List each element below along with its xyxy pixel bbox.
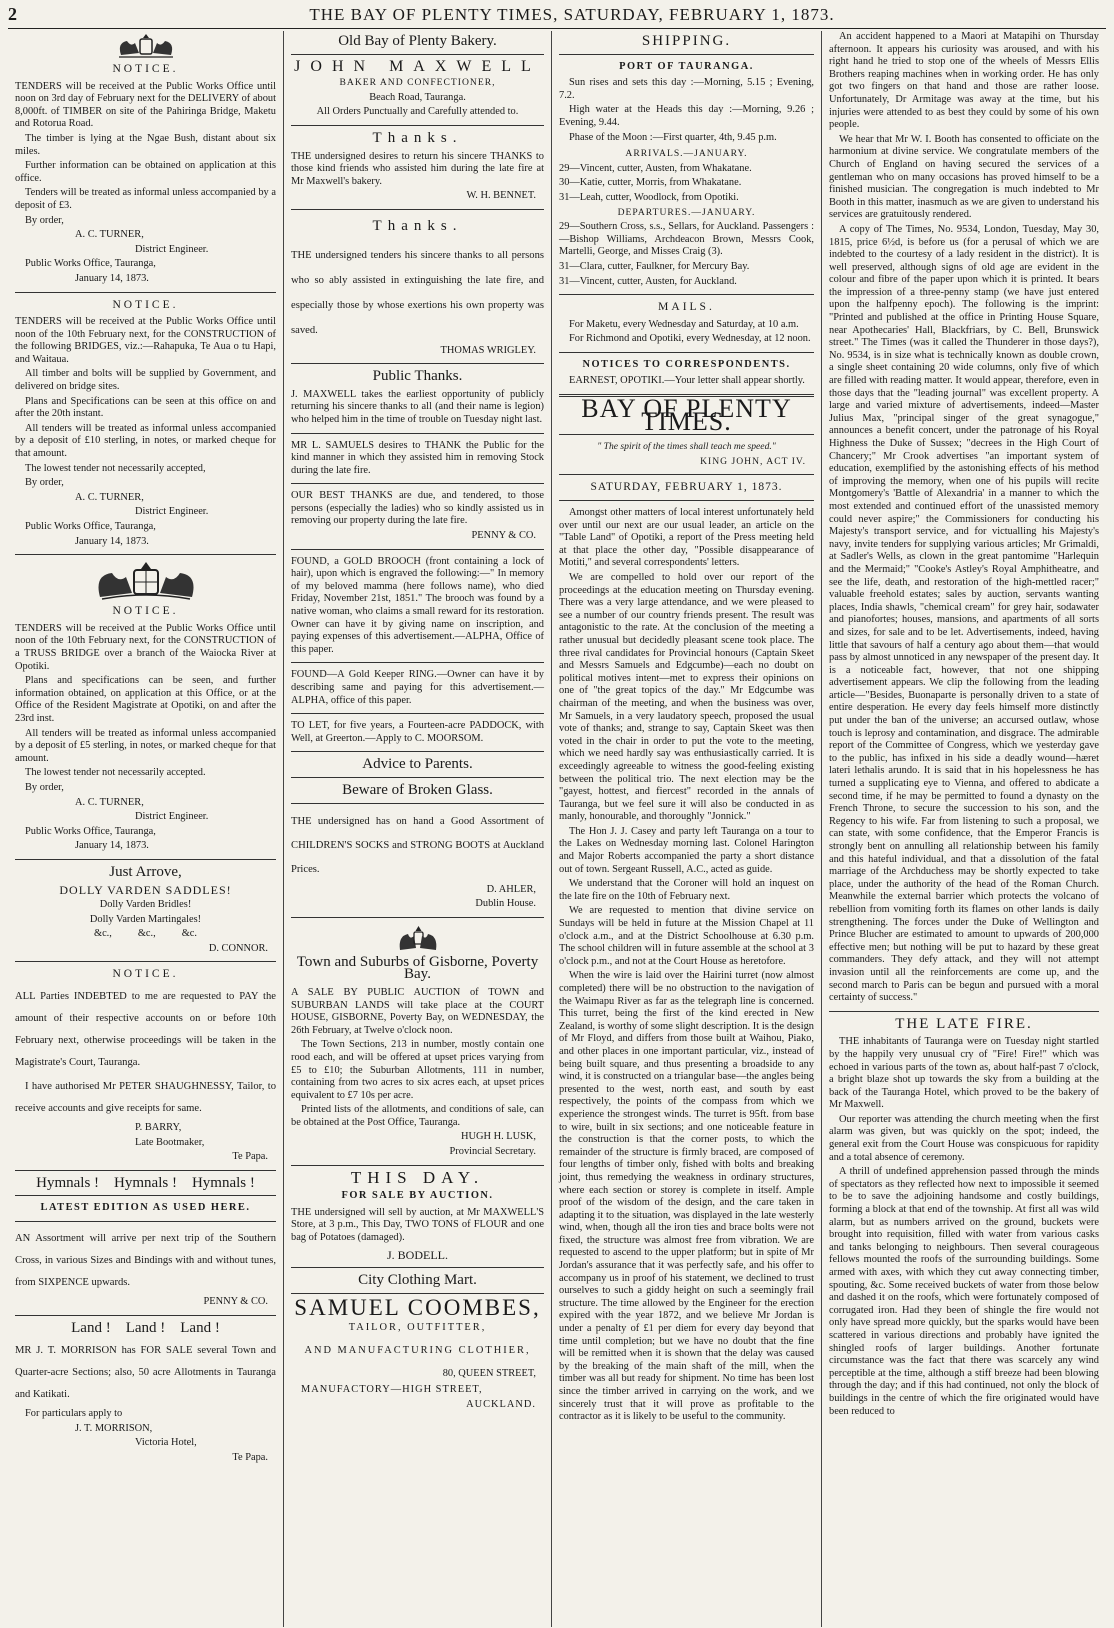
divider xyxy=(559,294,814,295)
ad-address: 80, QUEEN STREET, xyxy=(442,1367,536,1379)
shipping-line: Sun rises and sets this day :—Morning, 5.15 ; Evening, 7.2. xyxy=(559,77,814,101)
notice-signature: A. C. TURNER, xyxy=(75,491,144,503)
ad-paragraph: Printed lists of the allotments, and conditions of sale, can be obtained at the Post Office, Tauranga. xyxy=(291,1104,544,1128)
ad-signature: D. AHLER, xyxy=(486,883,536,895)
divider xyxy=(15,1195,276,1196)
newspaper-name: BAY OF PLENTY TIMES. xyxy=(581,394,792,436)
article-paragraph: Amongst other matters of local interest unfortunately held over until our next are our usual leader, an article on the "Table Land" of Opotiki, a report of the Press meeting held at that place the other day, "Possible disappearance of Motiti," and several correspondents' letters. xyxy=(559,507,814,569)
ad-paragraph: The Town Sections, 213 in number, mostly contain one rood each, and will be offered at upset prices varying from £5 to £10; the Suburban Allotments, 111 in number, containing from two acres to six acres each, at upset prices equivalent to £7 10s per acre. xyxy=(291,1039,544,1101)
ad-heading: Old Bay of Plenty Bakery. xyxy=(338,33,497,49)
mail-line: For Richmond and Opotiki, every Wednesday, at 12 noon. xyxy=(569,333,811,345)
ad-body: OUR BEST THANKS are due, and tendered, to those persons (especially the ladies) who so kindly assisted us in removing our property during the late fire. xyxy=(291,490,544,527)
divider xyxy=(291,549,544,550)
section-heading: SHIPPING. xyxy=(641,33,732,49)
ad-trade: BAKER AND CONFECTIONER, xyxy=(339,77,496,89)
found-ring-ad: FOUND—A Gold Keeper RING.—Owner can have it by describing same and paying for this advertisement.—ALPHA, office of this paper. xyxy=(291,669,544,706)
ad-line: Dolly Varden Martingales! xyxy=(89,913,202,925)
ad-heading: THIS DAY. xyxy=(350,1167,485,1187)
divider xyxy=(291,125,544,126)
section-subheading: PORT OF TAURANGA. xyxy=(619,60,754,72)
ad-place: Dublin House. xyxy=(475,898,536,910)
ad-note: All Orders Punctually and Carefully attended to. xyxy=(316,106,519,118)
ad-heading: Just Arrove, xyxy=(109,863,182,880)
article-paragraph: We are compelled to hold over our report of the proceedings at the education meeting on Thursday evening. There was a very large attendance, and we were pleased to see a number of our country friends present. The result was antagonistic to the rate. At the conclusion of the meeting a rather unusual but decidedly pleasant scene took place. The three rival candidates for Provincial honours (Captain Skeet and Messrs Samuels and Edgcumbe)—each no doubt on political motives intent—met to express their opinions on one of "the great topics of the day." Mr Edgcumbe was chairman of the meeting, and when the business was over, Mr Samuels, in a very laudatory speech, proposed the usual vote of thanks; and, strange to say, Captain Skeet was then voted in the chair in order to put the vote to the meeting, which we need hardly say was enthusiastically carried. It is exceedingly agreeable to witness the good-feeling existing between the political trio. The next election may be the "gayest, hottest, and fiercest" recorded in the annals of Tauranga, but we feel sure it will also be conducted in as manly, honourable, and thoroughly "Jonnick." xyxy=(559,572,814,823)
notice-signature-title: Late Bootmaker, xyxy=(135,1136,205,1148)
column-3 xyxy=(551,31,821,1627)
divider xyxy=(15,292,276,293)
divider xyxy=(291,483,544,484)
divider xyxy=(291,209,544,210)
shipping-entry: 31—Vincent, cutter, Austen, for Auckland. xyxy=(559,275,737,287)
issue-date: SATURDAY, FEBRUARY 1, 1873. xyxy=(590,481,783,494)
notice-paragraph: All tenders will be treated as informal unless accompanied by a deposit of £5 sterling, in notes, or marked cheque for that amount. xyxy=(15,727,276,764)
article-paragraph: We hear that Mr W. I. Booth has consented to officiate on the harmonium at divine service. We congratulate members of the Church of England on having secured the services of a gentleman who on many occasions has proved himself to be a finished musician. The congregation is much indebted to Mr Booth in this matter, inasmuch as we are given to understand his services are gratuitously rendered. xyxy=(829,133,1099,221)
ad-heading: Land ! Land ! Land ! xyxy=(71,1319,220,1336)
ad-subheading: FOR SALE BY AUCTION. xyxy=(341,1190,494,1202)
shipping-entry: 30—Katie, cutter, Morris, from Whakatane. xyxy=(559,177,742,189)
shipping-entry: 31—Clara, cutter, Faulkner, for Mercury Bay. xyxy=(559,260,750,272)
notice-date: January 14, 1873. xyxy=(75,272,149,284)
royal-crest-icon xyxy=(111,33,181,59)
notice-paragraph: Plans and Specifications can be seen at this office on and after the 20th instant. xyxy=(15,395,276,420)
ad-body: A SALE BY PUBLIC AUCTION of TOWN and SUBURBAN LANDS will take place at the COURT HOUSE, GISBORNE, Poverty Bay, on WEDNESDAY, the 26th February, at Twelve o'clock noon. xyxy=(291,986,544,1036)
ad-heading: City Clothing Mart. xyxy=(358,1272,477,1289)
ad-subheading: Beware of Broken Glass. xyxy=(342,781,493,798)
notice-signature-title: District Engineer. xyxy=(135,506,209,518)
masthead xyxy=(8,4,1106,29)
divider xyxy=(559,500,814,501)
section-heading: NOTICES TO CORRESPONDENTS. xyxy=(582,358,791,370)
notice-heading: NOTICE. xyxy=(112,298,179,311)
ad-signature: PENNY & CO. xyxy=(471,530,536,542)
divider xyxy=(829,1011,1099,1012)
article-paragraph: A copy of The Times, No. 9534, London, Tuesday, May 30, 1815, price 6½d, is before us (for a perusal of which we are indebted to the courtesy of a lady resident in the district). It is well preserved, although signs of old age are evident in the colour and fibre of the paper upon which it is printed. It bears the impression of a three-penny stamp (we have just entered upon the halfpenny epoch). The following is the imprint: "Printed and published at the office in Printing House Square, near Apothecaries' Hall, Blackfriars, by C. Bell, Brunswick street." The Times (was it called the Thunderer in those days?), No. 9534, is in size what is technically known as double crown, a single sheet containing 20 wide columns, only five of which are filled with reading matter. It would appear, therefore, even in those days that the "leading journal" was excellent property. A large and varied mixture of advertisements, indeed—Master Julius Max, "principal singer of the great synagogue," announces a benefit concert, under the patronage of his Royal Highness the Duke of Sussex; "decrees in the High Court of Chancery;" Mr Crook advertises "an important system of education, exemplified by the astonishing effects of his method of improving the memory, when one of his pupils will recite Montgomery's 'Battle of Alexandria' in a manner to which the most extended and continued effort of the unassisted memory could never aspire;" the Commissioners for conducting his Majesty's transport service, and for victualling his Majesty's navy, invite tenders for supplying various articles; Mr Grimaldi, at Sadler's Wells, as clown in the great pantomime "Harlequin and the Mermaid;" "Cooke's Astley's Royal Amphitheatre, and see the life, death, and restoration of the high-mettled racer;" valuable freehold estates; sales by auction, servants wanting places, India shawls, "chemical cream" for grey hair, sodawater and pianofortes; houses, mansions, and apartments of all sorts and sizes, for sale and to be let. Advertisements, indeed, having little that savours of half a century ago about them—that would pass by almost unnoticed in any newspaper of the present day. It is a noticeable fact, however, that not one shipping advertisement appears. We clip the following from the leading article—"Besides, Buonaparte is personally driven to a state of entire desperation. He every day feels himself more distinctly put under the ban of the universe; an accursed outlaw, whose touch is leprosy and contamination, and disgrace. The admirable report of the Committee of Congress, which we yesterday gave to the public, has infixed in his side a deadly wound—hæret lateri lethalis arundo. It is said that in his hopelessness he has turned a supplicating eye to Vienna, and offered to abdicate a second time, if he may be permitted to found a dynasty on the French Throne, to secure the succession to his son, and the Regency to his wife. Far from listening to such a proposal, we can state, with some confidence, that the Emperor Francis is strongly bent on annulling all relationship between his family and this hateful individual, and that a dissolution of the fatal marriage of the Archduchess may be shortly expected to take place, under the authority of the head of the Roman Church. Meanwhile the external barrier which protects the volcano of rebellion from vomiting forth its flames on other lands is daily strengthening. The forces under the Duke of Wellington and Prince Blucher are estimated to amount to upwards of 200,000 effective men; but nothing will be put to hazard by these great commanders. They defy attack, and they will not attempt invasion until all the reinforcements are come up, and the second march to Paris can be begun and pursued with a moral certainty of success." xyxy=(829,223,1099,1004)
mail-line: For Maketu, every Wednesday and Saturday, at 10 a.m. xyxy=(569,318,799,330)
page-number: 2 xyxy=(8,4,17,24)
notice-signature-title: District Engineer. xyxy=(135,243,209,255)
ad-name: SAMUEL COOMBES, xyxy=(294,1294,541,1320)
ad-heading: Public Thanks. xyxy=(372,368,463,385)
section-heading: MAILS. xyxy=(658,301,715,314)
divider xyxy=(291,713,544,714)
correspondent-note: EARNEST, OPOTIKI.—Your letter shall appear shortly. xyxy=(569,375,805,387)
notice-by-order: By order, xyxy=(25,214,64,226)
notice-heading: NOTICE. xyxy=(112,605,179,618)
ad-body: THE undersigned has on hand a Good Assortment of CHILDREN'S SOCKS and STRONG BOOTS at Auckland Prices. xyxy=(291,815,544,875)
article-paragraph: We understand that the Coroner will hold an inquest on the late fire on the 10th of February next. xyxy=(559,878,814,902)
divider xyxy=(291,1267,544,1268)
notice-date: January 14, 1873. xyxy=(75,535,149,547)
notice-signature: A. C. TURNER, xyxy=(75,229,144,241)
column-4 xyxy=(821,31,1106,1627)
divider xyxy=(559,352,814,353)
divider xyxy=(15,859,276,860)
divider xyxy=(291,433,544,434)
notice-signature: P. BARRY, xyxy=(135,1122,182,1134)
shipping-entry: 29—Southern Cross, s.s., Sellars, for Auckland. Passengers :—Bishop Williams, Archdeacon Brown, Messrs Cook, Martelli, George, and Misses Craig (3). xyxy=(559,221,814,258)
ad-signature: THOMAS WRIGLEY. xyxy=(440,344,536,356)
ad-line: Dolly Varden Bridles! xyxy=(99,899,192,911)
divider xyxy=(15,554,276,555)
divider xyxy=(291,751,544,752)
notice-paragraph: The lowest tender not necessarily accepted. xyxy=(25,767,206,779)
ad-address: Beach Road, Tauranga. xyxy=(369,91,466,103)
ad-line: &c., &c., &c. xyxy=(93,928,198,940)
newspaper-motto: " The spirit of the times shall teach me speed." xyxy=(597,441,776,453)
column-1 xyxy=(8,31,283,1627)
divider xyxy=(15,1170,276,1171)
article-heading: THE LATE FIRE. xyxy=(895,1015,1033,1032)
shipping-entry: 31—Leah, cutter, Woodlock, from Opotiki. xyxy=(559,191,739,203)
divider xyxy=(291,1293,544,1294)
ad-hotel: Victoria Hotel, xyxy=(135,1437,197,1449)
divider xyxy=(291,662,544,663)
notice-paragraph: I have authorised Mr PETER SHAUGHNESSY, Tailor, to receive accounts and give receipts for same. xyxy=(15,1081,276,1115)
royal-crest-icon xyxy=(86,561,206,601)
ad-body: THE undersigned desires to return his sincere THANKS to those kind friends who assisted him during the late fire at Mr Maxwell's bakery. xyxy=(291,150,544,187)
ad-place: Te Papa. xyxy=(232,1451,268,1463)
ad-heading: Thanks. xyxy=(372,217,463,234)
notice-paragraph: Further information can be obtained on application at this office. xyxy=(15,160,276,184)
ad-signature: J. T. MORRISON, xyxy=(75,1422,153,1434)
notice-signature: A. C. TURNER, xyxy=(75,796,144,808)
notice-office: Public Works Office, Tauranga, xyxy=(25,258,156,270)
ad-subheading: LATEST EDITION AS USED HERE. xyxy=(40,1202,251,1214)
divider xyxy=(291,777,544,778)
ad-signature: D. CONNOR. xyxy=(208,942,268,954)
notice-office: Public Works Office, Tauranga, xyxy=(25,825,156,837)
found-brooch-ad: FOUND, a GOLD BROOCH (front containing a lock of hair), upon which is engraved the following:—" In memory of my beloved mamma (here follows name), who died Friday, November 21st, 1851." The brooch was found by a native woman, who claims a small reward for its restoration. Owner can have it by giving name on inscription, and paying expenses of this advertisement.—ALPHA, Office of this paper. xyxy=(291,555,544,655)
notice-paragraph: All timber and bolts will be supplied by Government, and delivered on bridge sites. xyxy=(15,368,276,393)
ad-heading: Advice to Parents. xyxy=(362,756,473,773)
ad-body: THE undersigned will sell by auction, at Mr MAXWELL'S Store, at 3 p.m., This Day, TWO TONS of FLOUR and one bag of Potatoes (damaged). xyxy=(291,1206,544,1244)
article-paragraph: Our reporter was attending the church meeting when the first alarm was given, but was quickly on the spot; indeed, the general exit from the Court House was conspicuous for rapidity and a total absence of ceremony. xyxy=(829,1113,1099,1163)
divider xyxy=(291,363,544,364)
article-paragraph: We are requested to mention that divine service on Sundays will be held in future at the Mission Chapel at 11 o'clock a.m., and at the District Schoolhouse at 6.30 p.m. The school children will in future assemble at the school at 3 o'clock p.m., and not at the Court House as heretofore. xyxy=(559,905,814,967)
divider xyxy=(15,1221,276,1222)
ad-trade: AND MANUFACTURING CLOTHIER, xyxy=(304,1345,531,1356)
divider xyxy=(559,54,814,55)
ad-signature: W. H. BENNET. xyxy=(466,190,536,202)
ad-signature: HUGH H. LUSK, xyxy=(460,1131,536,1143)
ad-address: AUCKLAND. xyxy=(466,1398,536,1410)
divider xyxy=(291,803,544,804)
article-paragraph: THE inhabitants of Tauranga were on Tuesday night startled by the happily very unusual cry of "Fire! Fire!" which was echoed in various parts of the town as, about half-past 7 o'clock, a bright blaze shot up towards the sky from a building at the back of the Tauranga Hotel, which proved to be the bakery of Mr Maxwell. xyxy=(829,1036,1099,1111)
notice-body: TENDERS will be received at the Public Works Office until noon of the 10th February next, for the CONSTRUCTION of a TRUSS BRIDGE over a branch of the Waiocka River at Opotiki. xyxy=(15,622,276,672)
notice-office: Public Works Office, Tauranga, xyxy=(25,521,156,532)
royal-crest-icon xyxy=(396,924,440,952)
ad-signature: J. BODELL. xyxy=(387,1247,448,1262)
notice-paragraph: All tenders will be treated as informal unless accompanied by a deposit of £10 sterling, in notes, or marked cheque for that amount. xyxy=(15,422,276,460)
notice-signature-title: District Engineer. xyxy=(135,811,209,823)
ad-paragraph: For particulars apply to xyxy=(25,1408,123,1420)
notice-by-order: By order, xyxy=(25,781,64,793)
ad-heading: Town and Suburbs of Gisborne, Poverty Bay. xyxy=(296,953,539,983)
divider xyxy=(291,54,544,55)
notice-body: TENDERS will be received at the Public Works Office until noon on 3rd day of February next for the DELIVERY of about 8,000ft. of TIMBER on site of the Pahiringa Bridge, Maketu and Rotorua Road. xyxy=(15,80,276,130)
ad-heading: Hymnals ! Hymnals ! Hymnals ! xyxy=(36,1174,255,1191)
ad-body: MR J. T. MORRISON has FOR SALE several Town and Quarter-acre Sections; also, 50 acre Allotments in Tauranga and Katikati. xyxy=(15,1345,276,1401)
ad-heading: Thanks. xyxy=(372,129,463,146)
divider xyxy=(291,1165,544,1166)
motto-attribution: KING JOHN, ACT IV. xyxy=(700,455,806,467)
notice-heading: NOTICE. xyxy=(112,968,179,981)
notice-heading: NOTICE. xyxy=(112,63,179,75)
shipping-subheading: ARRIVALS.—JANUARY. xyxy=(625,148,748,160)
ad-body: MR L. SAMUELS desires to THANK the Public for the kind manner in which they assisted him in removing Stock during the late fire. xyxy=(291,439,544,476)
article-paragraph: When the wire is laid over the Hairini turret (now almost completed) there will be no obstruction to the navigation of the Waimapu River as far as the telegraph line is concerned. This turret, being the first of the kind erected in New Zealand, is worthy of some slight description. It is the design of Mr Floyd, and differs from those built at Waihou, Piako, and other places in one important particular, viz., instead of being built square, and thus presenting a broadside to any wind, it is constructed on a triangular base—the angles being presented to the west, north east, and south by east respectively, the points of the compass from which we experience the strongest winds. The turret is 95ft. from base to wire, built in six sections; and one noticeable feature in the construction is that the corner posts, to which the remainder of the structure is firmly braced, are composed of four lengths of timber only, fished with bolts and breaking joint, thus remedying the weakness in ordinary structures, where each section or storey is complete in itself. Ample proof of the wisdom of the design, and the care taken in adapting it to the situation, was displayed in the late westerly wind, when, though all the iron ties and brace bolts were not fixed, the structure was almost free from vibration. We are requested to ascend to the upper platform; but in spite of Mr Jordan's assurance that it was perfectly safe, and his offer to accompany us in proof of his statement, we declined to trust ourselves to such a giddy height on such a seemingly frail structure. The time allowed by the Engineer for the erection expired with the year 1872, and we believe Mr Jordan is under a penalty of £1 per diem for every day beyond that time until completion; but we have no doubt that the fine will be remitted when it is shown that the delay was caused by the breaking of the main shaft of the mill, when the timber was all but ready for shipment. No time has been lost since the timber arrived in carrying on the work, and we sincerely trust that it will prove as profitable to the contractor as it is likely to be useful to the community. xyxy=(559,970,814,1423)
notice-paragraph: Plans and specifications can be seen, and further information obtained, on application at this Office, or at the Office of the Resident Magistrate at Opotiki, on and after the 23rd inst. xyxy=(15,675,276,724)
ad-body: J. MAXWELL takes the earliest opportunity of publicly returning his sincere thanks to all (and their name is legion) who helped him in the time of trouble on Tuesday night last. xyxy=(291,388,544,425)
ad-signature-title: Provincial Secretary. xyxy=(449,1146,536,1158)
columns xyxy=(8,31,1106,1627)
ad-body: AN Assortment will arrive per next trip of the Southern Cross, in various Sizes and Bindings with and without tunes, from SIXPENCE upwards. xyxy=(15,1233,276,1288)
notice-body: TENDERS will be received at the Public Works Office until noon of the 10th February next, for the CONSTRUCTION of the following BRIDGES, viz.:—Rahapuka, Te Aua o tu Hapi, and Waitaua. xyxy=(15,316,276,365)
shipping-subheading: DEPARTURES.—JANUARY. xyxy=(617,206,756,218)
shipping-line: Phase of the Moon :—First quarter, 4th, 9.45 p.m. xyxy=(569,131,777,143)
notice-paragraph: The lowest tender not necessarily accepted, xyxy=(25,462,206,474)
ad-trade: TAILOR, OUTFITTER, xyxy=(348,1322,487,1334)
ad-body: THE undersigned tenders his sincere thanks to all persons who so ably assisted in extinguishing the late fire, and especially those by whose exertions his own property was saved. xyxy=(291,249,544,336)
divider xyxy=(291,917,544,918)
divider xyxy=(15,1315,276,1316)
notice-paragraph: The timber is lying at the Ngae Bush, distant about six miles. xyxy=(15,132,276,157)
ad-signature: PENNY & CO. xyxy=(203,1296,268,1307)
notice-by-order: By order, xyxy=(25,477,64,489)
shipping-line: High water at the Heads this day :—Morning, 9.26 ; Evening, 9.44. xyxy=(559,104,814,128)
article-paragraph: The Hon J. J. Casey and party left Tauranga on a tour to the Lakes on Wednesday morning last. Colonel Harington and Major Roberts accompanied the party a short distance out of town. Sergeant Russell, A.C., acted as guide. xyxy=(559,825,814,875)
ad-line: DOLLY VARDEN SADDLES! xyxy=(59,883,232,898)
divider xyxy=(559,474,814,475)
notice-place: Te Papa. xyxy=(232,1151,268,1163)
ad-name: JOHN MAXWELL xyxy=(294,57,541,75)
notice-paragraph: Tenders will be treated as informal unless accompanied by a deposit of £3. xyxy=(15,187,276,211)
shipping-entry: 29—Vincent, cutter, Austen, from Whakatane. xyxy=(559,162,752,174)
column-2 xyxy=(283,31,551,1627)
masthead-title: THE BAY OF PLENTY TIMES, SATURDAY, FEBRUARY 1, 1873. xyxy=(309,5,835,24)
article-paragraph: A thrill of undefined apprehension passed through the minds of spectators as they reflected how next to impossible it seemed to be to save the adjoining handsome and costly buildings, forming a block at that end of the township. At first all was wild alarm, but as numbers arrived on the ground, buckets were brought into requisition, filled with water from various casks and tanks belonging to neighbours. Then several courageous fellows mounted the roofs of the surrounding buildings. Some armed with axes, with which they cut away connecting timber, spouting, &c. Some received buckets of water from those below and dashed it on the roofs, which were fortunately composed of corrugated iron. Had they been of shingle the fire would not only have spread more quickly, but the sparks would have been scattered in various directions and probably have ignited the shingled roofs of larger buildings. Another fortunate circumstance was the fact that there was scarcely any wind perceptible at the time, although a stiff breeze had been blowing through the day; and if this had continued, not only the block of buildings in the centre of which the fire originated would have been reduced to xyxy=(829,1166,1099,1417)
notice-body: ALL Parties INDEBTED to me are requested to PAY the amount of their respective accounts on or before 10th February next, otherwise proceedings will be taken in the Magistrate's Court, Tauranga. xyxy=(15,991,276,1069)
ad-address: MANUFACTORY—HIGH STREET, xyxy=(301,1384,483,1396)
to-let-ad: TO LET, for five years, a Fourteen-acre PADDOCK, with Well, at Greerton.—Apply to C. MOORSOM. xyxy=(291,720,544,744)
article-paragraph: An accident happened to a Maori at Matapihi on Thursday afternoon. It appears his curiosity was aroused, and with his right hand he tried to stop one of the wheels of Messrs Ellis Brothers reaping machines when in working order. He has only got two fingers on that hand and those are rather loose. Unfortunately, Dr Armitage was away at the time, but his injuries were attended to as best they could by some of his own people. xyxy=(829,31,1099,131)
divider xyxy=(15,961,276,962)
notice-date: January 14, 1873. xyxy=(75,840,149,852)
